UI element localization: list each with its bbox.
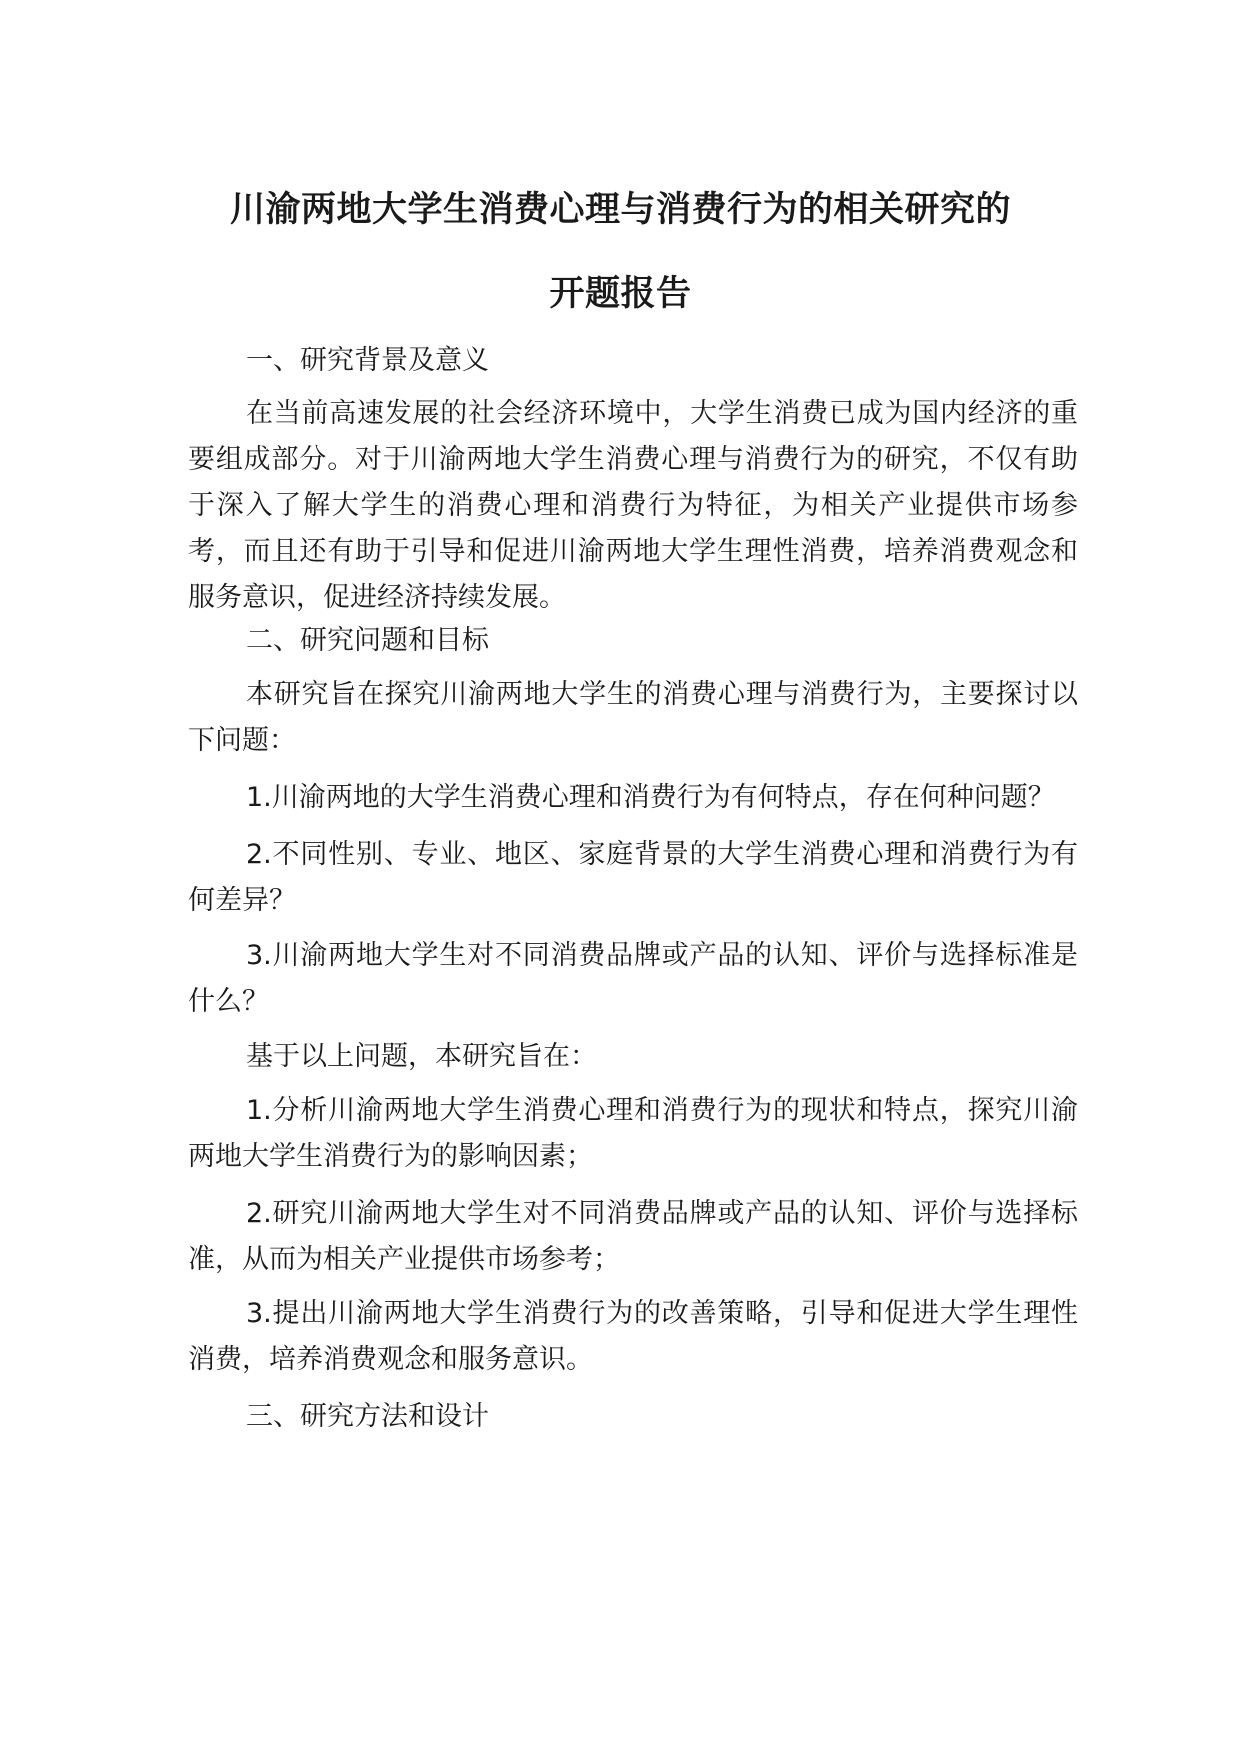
question-item-2: 2.不同性别、专业、地区、家庭背景的大学生消费心理和消费行为有何差异？: [188, 839, 1078, 916]
paragraph-research-intro: 本研究旨在探究川渝两地大学生的消费心理与消费行为，主要探讨以下问题：: [188, 679, 1078, 756]
paragraph-goals-intro: 基于以上问题，本研究旨在：: [246, 1041, 597, 1072]
document-title-line-2: 开题报告: [549, 274, 692, 314]
goal-item-2: 2.研究川渝两地大学生对不同消费品牌或产品的认知、评价与选择标准，从而为相关产业提供市场参考；: [188, 1198, 1078, 1275]
question-item-3: 3.川渝两地大学生对不同消费品牌或产品的认知、评价与选择标准是什么？: [188, 940, 1078, 1017]
section-heading-2: 二、研究问题和目标: [246, 625, 489, 656]
document-title-line-1: 川渝两地大学生消费心理与消费行为的相关研究的: [229, 190, 1011, 230]
question-item-1: 1.川渝两地的大学生消费心理和消费行为有何特点，存在何种问题？: [246, 782, 1055, 813]
section-heading-3: 三、研究方法和设计: [246, 1401, 489, 1432]
goal-item-3: 3.提出川渝两地大学生消费行为的改善策略，引导和促进大学生理性消费，培养消费观念和服务意识。: [188, 1298, 1078, 1375]
goal-item-1: 1.分析川渝两地大学生消费心理和消费行为的现状和特点，探究川渝两地大学生消费行为的影响因素；: [188, 1095, 1078, 1172]
paragraph-background: 在当前高速发展的社会经济环境中，大学生消费已成为国内经济的重要组成部分。对于川渝两地大学生消费心理与消费行为的研究，不仅有助于深入了解大学生的消费心理和消费行为特征，为相关产业提供市场参考，而且还有助于引导和促进川渝两地大学生理性消费，培养消费观念和服务意识，促进经济持续发展。: [188, 398, 1078, 613]
section-heading-1: 一、研究背景及意义: [246, 345, 489, 376]
